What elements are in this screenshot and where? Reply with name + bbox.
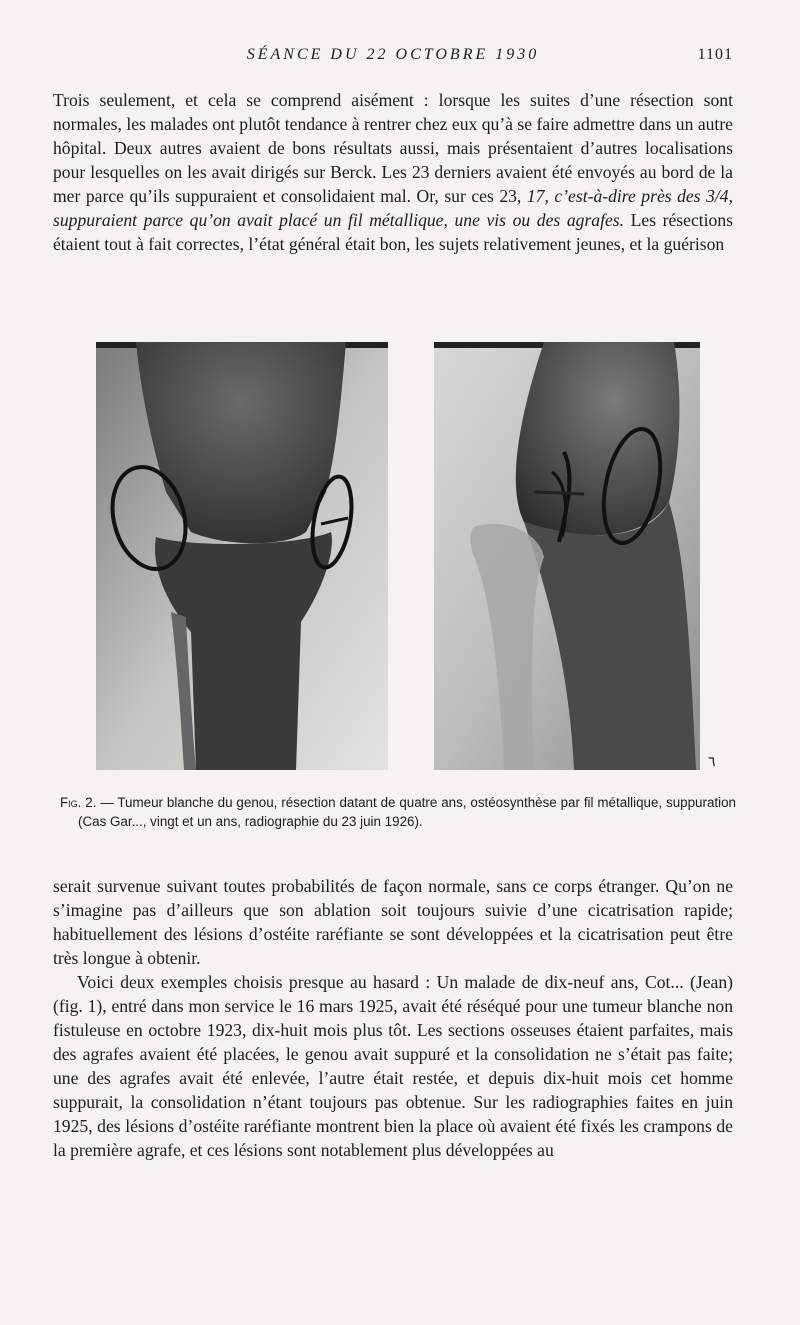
running-header xyxy=(53,44,733,68)
paragraph-text-continued: Les résections étaient tout à fait correctes, l’état général était bon, les sujets relativement jeunes, et la guérison xyxy=(53,210,733,254)
figure-corner-mark: ٦ xyxy=(708,755,716,770)
paragraph-continuation: serait survenue suivant toutes probabilités de façon normale, sans ce corps étranger. Qu’on ne s’imagine pas d’ailleurs que son ablation soit toujours suivie d’une cicatrisation rapide; habituellement des lésions d’ostéite raréfiante se sont développées et la cicatrisation peut être très longue à obtenir. xyxy=(53,876,733,968)
radiograph-left xyxy=(96,342,388,770)
radiograph-right xyxy=(434,342,700,770)
caption-label: Fig. 2. xyxy=(60,795,97,810)
paragraph-text: Trois seulement, et cela se comprend aisément : lorsque les suites d’une résection sont normales, les malades ont plutôt tendance à rentrer chez eux qu’à se faire admettre dans un autre hôpital. Deux autres avaient de bons résultats aussi, mais présentaient d’autres localisations pour lesquelles on les avait dirigés sur Berck. Les 23 derniers avaient été envoyés au bord de la mer parce qu’ils suppuraient et consolidaient mal. Or, sur ces 23, xyxy=(53,90,733,206)
running-title: SÉANCE DU 22 OCTOBRE 1930 xyxy=(246,46,540,63)
bottom-text xyxy=(53,874,733,1162)
figure-caption xyxy=(60,793,736,831)
radiograph-figure xyxy=(96,342,716,774)
top-paragraph xyxy=(53,88,733,256)
paragraph-examples: Voici deux exemples choisis presque au hasard : Un malade de dix-neuf ans, Cot... (Jean) (fig. 1), entré dans mon service le 16 mars 1925, avait été réséqué pour une tumeur blanche non fistuleuse en octobre 1923, dix-huit mois plus tôt. Les sections osseuses étaient parfaites, mais des agrafes avaient été placées, le genou avait suppuré et la consolidation ne s’était pas faite; une des agrafes avait été enlevée, l’autre était restée, et depuis dix-huit mois cet homme suppurait, la consolidation n’étant toujours pas obtenue. Sur les radiographies faites en juin 1925, des lésions d’ostéite raréfiante montrent bien la place où avaient été fixés les crampons de la première agrafe, et ces lésions sont notablement plus développées au xyxy=(53,972,733,1160)
caption-text: — Tumeur blanche du genou, résection datant de quatre ans, ostéosynthèse par fil métallique, suppuration (Cas Gar..., vingt et un ans, radiographie du 23 juin 1926). xyxy=(78,795,736,829)
page-number: 1101 xyxy=(697,46,733,63)
italic-emphasis: 17, c’est-à-dire près des 3/4, suppuraient parce qu’on avait placé un fil métallique, une vis ou des agrafes. xyxy=(53,186,733,230)
